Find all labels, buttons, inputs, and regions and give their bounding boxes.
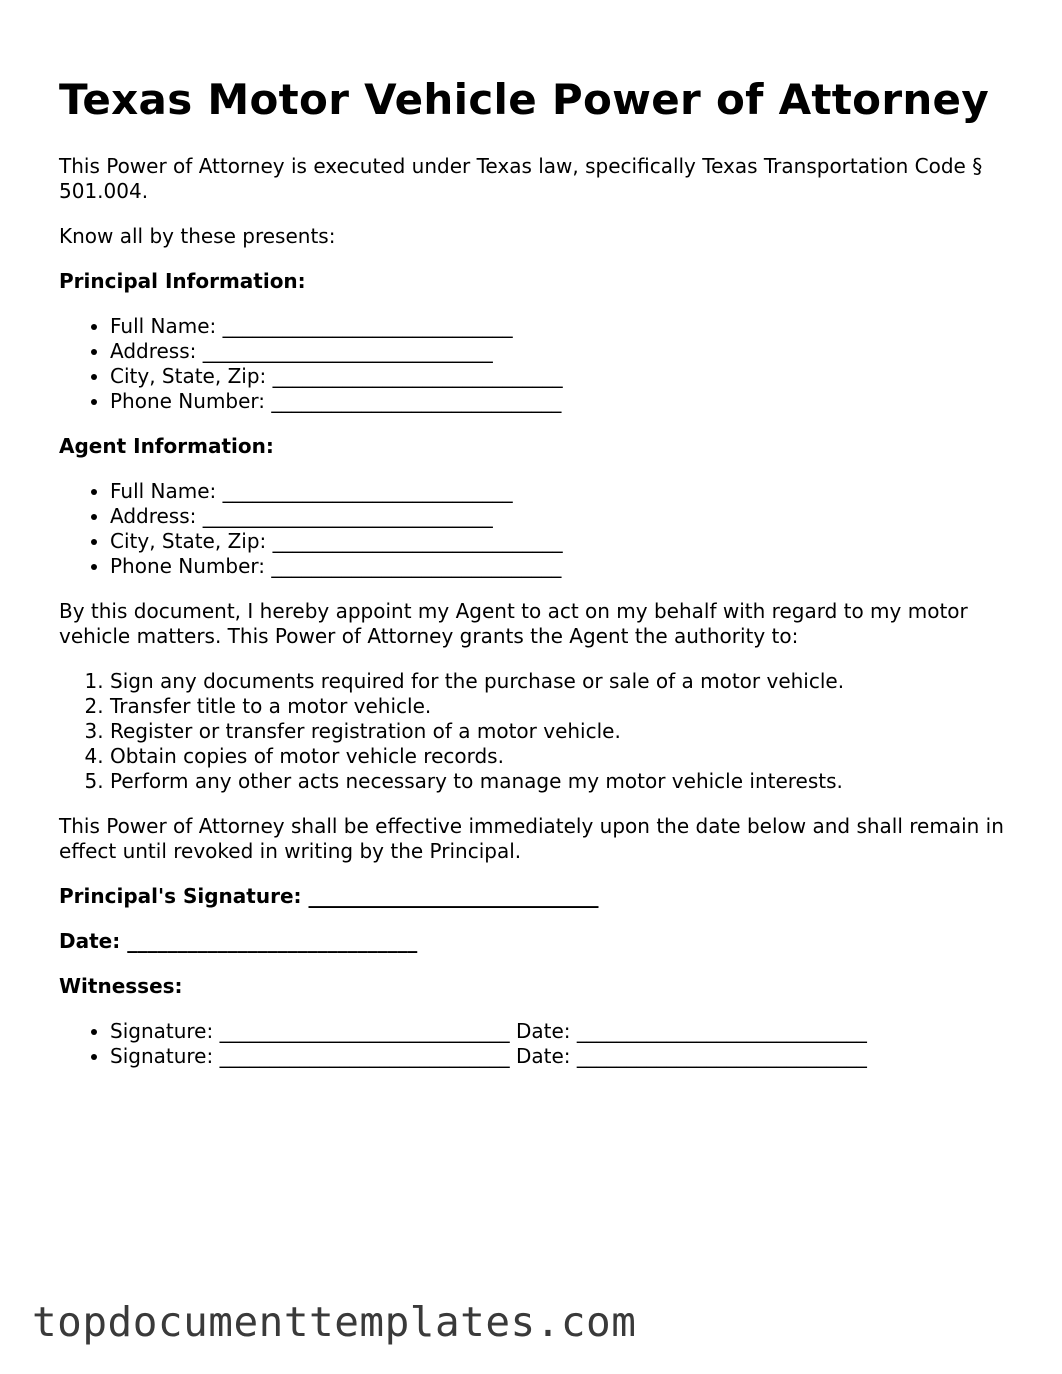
appointment-paragraph: By this document, I hereby appoint my Agent to act on my behalf with regard to my motor vehicle matters. This Power of Attorney grants the Agent the authority to: (59, 599, 968, 648)
witness-signature-blank: _____________________________ (219, 1019, 510, 1043)
field-blank: _____________________________ (272, 529, 563, 553)
field-label: City, State, Zip: (110, 529, 267, 553)
field-label: Address: (110, 504, 197, 528)
principal-info-list (59, 314, 1019, 414)
powers-list (59, 669, 1019, 794)
principal-signature-label: Principal's Signature: (59, 884, 302, 908)
agent-address-field[interactable] (110, 504, 1019, 529)
principal-signature-field[interactable] (59, 884, 1019, 909)
witness-date-blank: _____________________________ (576, 1019, 867, 1043)
agent-city-state-zip-field[interactable] (110, 529, 1019, 554)
witnesses-heading: Witnesses: (59, 974, 183, 998)
principal-heading: Principal Information: (59, 269, 306, 293)
field-label: Phone Number: (110, 389, 266, 413)
field-blank: _____________________________ (271, 554, 562, 578)
witness-signature-blank: _____________________________ (219, 1044, 510, 1068)
agent-phone-field[interactable] (110, 554, 1019, 579)
agent-heading: Agent Information: (59, 434, 274, 458)
field-blank: _____________________________ (202, 504, 493, 528)
document-title: Texas Motor Vehicle Power of Attorney (59, 75, 990, 124)
field-blank: _____________________________ (202, 339, 493, 363)
principal-address-field[interactable] (110, 339, 1019, 364)
field-blank: _____________________________ (222, 479, 513, 503)
agent-info-list (59, 479, 1019, 579)
intro-paragraph: This Power of Attorney is executed under Texas law, specifically Texas Transportation Code § 501.004. (59, 154, 983, 203)
field-blank: _____________________________ (271, 389, 562, 413)
power-item: 1. Sign any documents required for the purchase or sale of a motor vehicle. (110, 669, 1019, 694)
power-item: 2. Transfer title to a motor vehicle. (110, 694, 1019, 719)
site-watermark: topdocumenttemplates.com (32, 1298, 637, 1346)
witness-signature-label: Signature: (110, 1044, 214, 1068)
document-page (59, 74, 1019, 1089)
witness-date-label: Date: (515, 1044, 571, 1068)
agent-full-name-field[interactable] (110, 479, 1019, 504)
power-item: 4. Obtain copies of motor vehicle records. (110, 744, 1019, 769)
field-label: Address: (110, 339, 197, 363)
date-blank: _____________________________ (127, 929, 418, 953)
field-blank: _____________________________ (272, 364, 563, 388)
witness-signature-label: Signature: (110, 1019, 214, 1043)
field-label: Phone Number: (110, 554, 266, 578)
field-label: Full Name: (110, 479, 217, 503)
power-item: 3. Register or transfer registration of a motor vehicle. (110, 719, 1019, 744)
witness-date-blank: _____________________________ (576, 1044, 867, 1068)
principal-phone-field[interactable] (110, 389, 1019, 414)
principal-city-state-zip-field[interactable] (110, 364, 1019, 389)
know-all-line: Know all by these presents: (59, 224, 336, 248)
effective-paragraph: This Power of Attorney shall be effective immediately upon the date below and shall remain in effect until revoked in writing by the Principal. (59, 814, 1004, 863)
date-label: Date: (59, 929, 121, 953)
principal-signature-blank: _____________________________ (308, 884, 599, 908)
principal-full-name-field[interactable] (110, 314, 1019, 339)
field-blank: _____________________________ (222, 314, 513, 338)
field-label: City, State, Zip: (110, 364, 267, 388)
field-label: Full Name: (110, 314, 217, 338)
date-field[interactable] (59, 929, 1019, 954)
witnesses-list (59, 1019, 1019, 1069)
power-item: 5. Perform any other acts necessary to manage my motor vehicle interests. (110, 769, 1019, 794)
witness-date-label: Date: (515, 1019, 571, 1043)
witness-row[interactable] (110, 1019, 1019, 1044)
witness-row[interactable] (110, 1044, 1019, 1069)
